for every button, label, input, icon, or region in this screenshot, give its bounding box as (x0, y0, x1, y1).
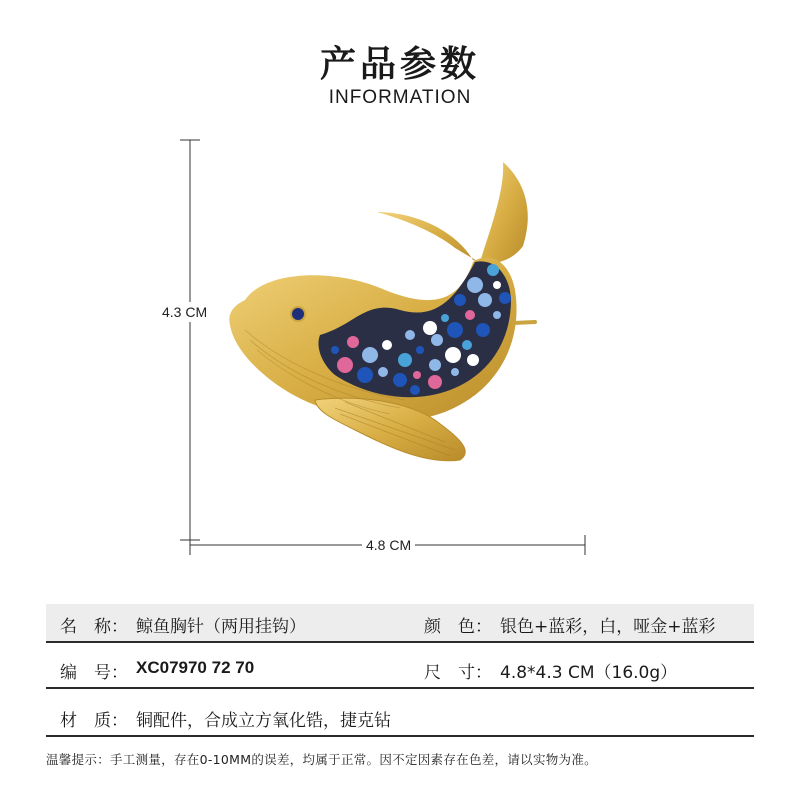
gem (445, 347, 461, 363)
gem (493, 311, 501, 319)
material-value: 铜配件，合成立方氧化锆，捷克钻 (136, 711, 391, 731)
gem (423, 321, 437, 335)
gem (462, 340, 472, 350)
gem (393, 373, 407, 387)
gem (347, 336, 359, 348)
disclaimer-note: 温馨提示：手工测量，存在0-10MM的误差，均属于正常。因不定因素存在色差，请以实物为准。 (46, 752, 597, 767)
gem (454, 294, 466, 306)
material-label: 材 质： (60, 711, 128, 731)
color-label: 颜 色： (424, 617, 492, 637)
gem (416, 346, 424, 354)
gem (467, 354, 479, 366)
whale-brooch-image (205, 150, 585, 480)
gem (467, 277, 483, 293)
name-label: 名 称： (60, 617, 128, 637)
gem (499, 292, 511, 304)
code-label: 编 号： (60, 663, 128, 683)
gem (410, 385, 420, 395)
height-label: 4.3 CM (162, 304, 208, 320)
gem (493, 281, 501, 289)
page-subtitle: INFORMATION (328, 87, 472, 108)
spec-row-1 (46, 604, 754, 643)
size-value: 4.8*4.3 CM（16.0g） (500, 663, 678, 683)
color-value: 银色+蓝彩，白，哑金+蓝彩 (500, 617, 716, 637)
gem (428, 375, 442, 389)
gem (476, 323, 490, 337)
gem (362, 347, 378, 363)
gem (441, 314, 449, 322)
spec-row-3 (46, 698, 754, 737)
size-label: 尺 寸： (424, 663, 492, 683)
gem (431, 334, 443, 346)
gem (378, 367, 388, 377)
gem (382, 340, 392, 350)
gem (405, 330, 415, 340)
width-label: 4.8 CM (362, 537, 415, 553)
code-value: XC07970 72 70 (136, 658, 255, 677)
gem (465, 310, 475, 320)
gem (478, 293, 492, 307)
spec-row-2 (46, 650, 754, 689)
gem (429, 359, 441, 371)
gem (451, 368, 459, 376)
gem (331, 346, 339, 354)
name-value: 鲸鱼胸针（两用挂钩） (136, 617, 306, 637)
page-title: 产品参数 (319, 44, 480, 85)
gem (487, 264, 499, 276)
gem (447, 322, 463, 338)
gem (337, 357, 353, 373)
gem (357, 367, 373, 383)
gem (398, 353, 412, 367)
gem (413, 371, 421, 379)
